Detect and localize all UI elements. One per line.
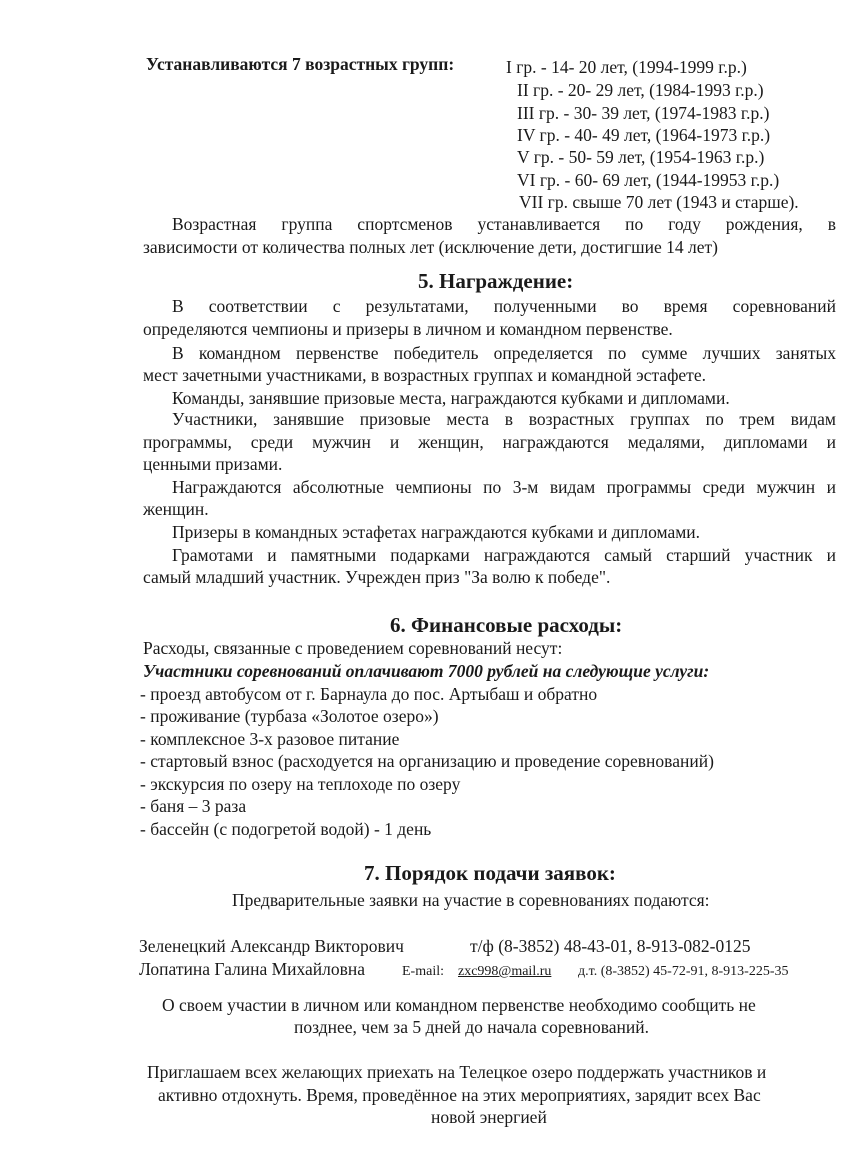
finance-item: - проживание (турбаза «Золотое озеро») — [140, 706, 439, 726]
contact-name: Зеленецкий Александр Викторович — [139, 936, 404, 956]
awards-paragraph-line: Награждаются абсолютные чемпионы по 3-м видам программы среди мужчин и — [172, 477, 836, 497]
contact-phones: т/ф (8-3852) 48-43-01, 8-913-082-0125 — [470, 936, 751, 956]
finance-item: - баня – 3 раза — [140, 796, 247, 816]
section-heading-applications: 7. Порядок подачи заявок: — [364, 861, 616, 885]
age-group-7: VII гр. свыше 70 лет (1943 и старше). — [519, 192, 799, 212]
finance-item: - стартовый взнос (расходуется на организацию и проведение соревнований) — [140, 751, 714, 771]
email-link[interactable]: zxc998@mail.ru — [458, 964, 552, 979]
age-group-5: V гр. - 50- 59 лет, (1954-1963 г.р.) — [517, 147, 765, 167]
awards-paragraph-line: программы, среди мужчин и женщин, награждаются медалями, дипломами и — [143, 432, 836, 452]
invite-line: новой энергией — [431, 1107, 547, 1127]
age-note-line: зависимости от количества полных лет (исключение дети, достигшие 14 лет) — [143, 237, 718, 257]
age-note-line: Возрастная группа спортсменов устанавливается по году рождения, в — [172, 214, 836, 234]
finance-item: - проезд автобусом от г. Барнаула до пос. Артыбаш и обратно — [140, 684, 598, 704]
age-group-1: I гр. - 14- 20 лет, (1994-1999 г.р.) — [506, 57, 747, 77]
finance-item: - экскурсия по озеру на теплоходе по озеру — [140, 774, 461, 794]
finance-emphasis: Участники соревнований оплачивают 7000 рублей на следующие услуги: — [143, 661, 710, 681]
contact-phones: д.т. (8-3852) 45-72-91, 8-913-225-35 — [578, 964, 789, 979]
awards-paragraph-line: определяются чемпионы и призеры в личном и командном первенстве. — [143, 319, 673, 339]
awards-paragraph-line: Участники, занявшие призовые места в возрастных группах по трем видам — [172, 409, 836, 429]
invite-line: Приглашаем всех желающих приехать на Телецкое озеро поддержать участников и — [147, 1062, 767, 1082]
applications-intro: Предварительные заявки на участие в соревнованиях подаются: — [232, 890, 710, 910]
email-label: E-mail: — [402, 964, 444, 979]
notice-line: О своем участии в личном или командном первенстве необходимо сообщить не — [162, 995, 756, 1015]
section-heading-finance: 6. Финансовые расходы: — [390, 613, 623, 637]
awards-paragraph-line: В командном первенстве победитель определяется по сумме лучших занятых — [172, 343, 836, 363]
notice-line: позднее, чем за 5 дней до начала соревнований. — [294, 1017, 649, 1037]
finance-item: - комплексное 3-х разовое питание — [140, 729, 400, 749]
section-heading-awards: 5. Награждение: — [418, 269, 574, 293]
age-group-2: II гр. - 20- 29 лет, (1984-1993 г.р.) — [517, 80, 764, 100]
awards-paragraph-line: Грамотами и памятными подарками награждаются самый старший участник и — [172, 545, 836, 565]
age-group-3: III гр. - 30- 39 лет, (1974-1983 г.р.) — [517, 103, 770, 123]
age-group-4: IV гр. - 40- 49 лет, (1964-1973 г.р.) — [517, 125, 771, 145]
awards-paragraph-line: Призеры в командных эстафетах награждаются кубками и дипломами. — [172, 522, 701, 542]
awards-paragraph-line: мест зачетными участниками, в возрастных группах и командной эстафете. — [143, 365, 706, 385]
finance-item: - бассейн (с подогретой водой) - 1 день — [140, 819, 432, 839]
awards-paragraph-line: Команды, занявшие призовые места, награждаются кубками и дипломами. — [172, 388, 730, 408]
awards-paragraph-line: В соответствии с результатами, полученными во время соревнований — [172, 296, 836, 316]
invite-line: активно отдохнуть. Время, проведённое на этих мероприятиях, зарядит всех Вас — [158, 1085, 761, 1105]
finance-intro: Расходы, связанные с проведением соревнований несут: — [143, 638, 563, 658]
age-groups-lead: Устанавливаются 7 возрастных групп: — [146, 54, 455, 74]
awards-paragraph-line: ценными призами. — [143, 454, 283, 474]
contact-name: Лопатина Галина Михайловна — [139, 959, 366, 979]
age-group-6: VI гр. - 60- 69 лет, (1944-19953 г.р.) — [517, 170, 780, 190]
awards-paragraph-line: самый младший участник. Учрежден приз "За волю к победе". — [143, 567, 611, 587]
awards-paragraph-line: женщин. — [143, 499, 209, 519]
